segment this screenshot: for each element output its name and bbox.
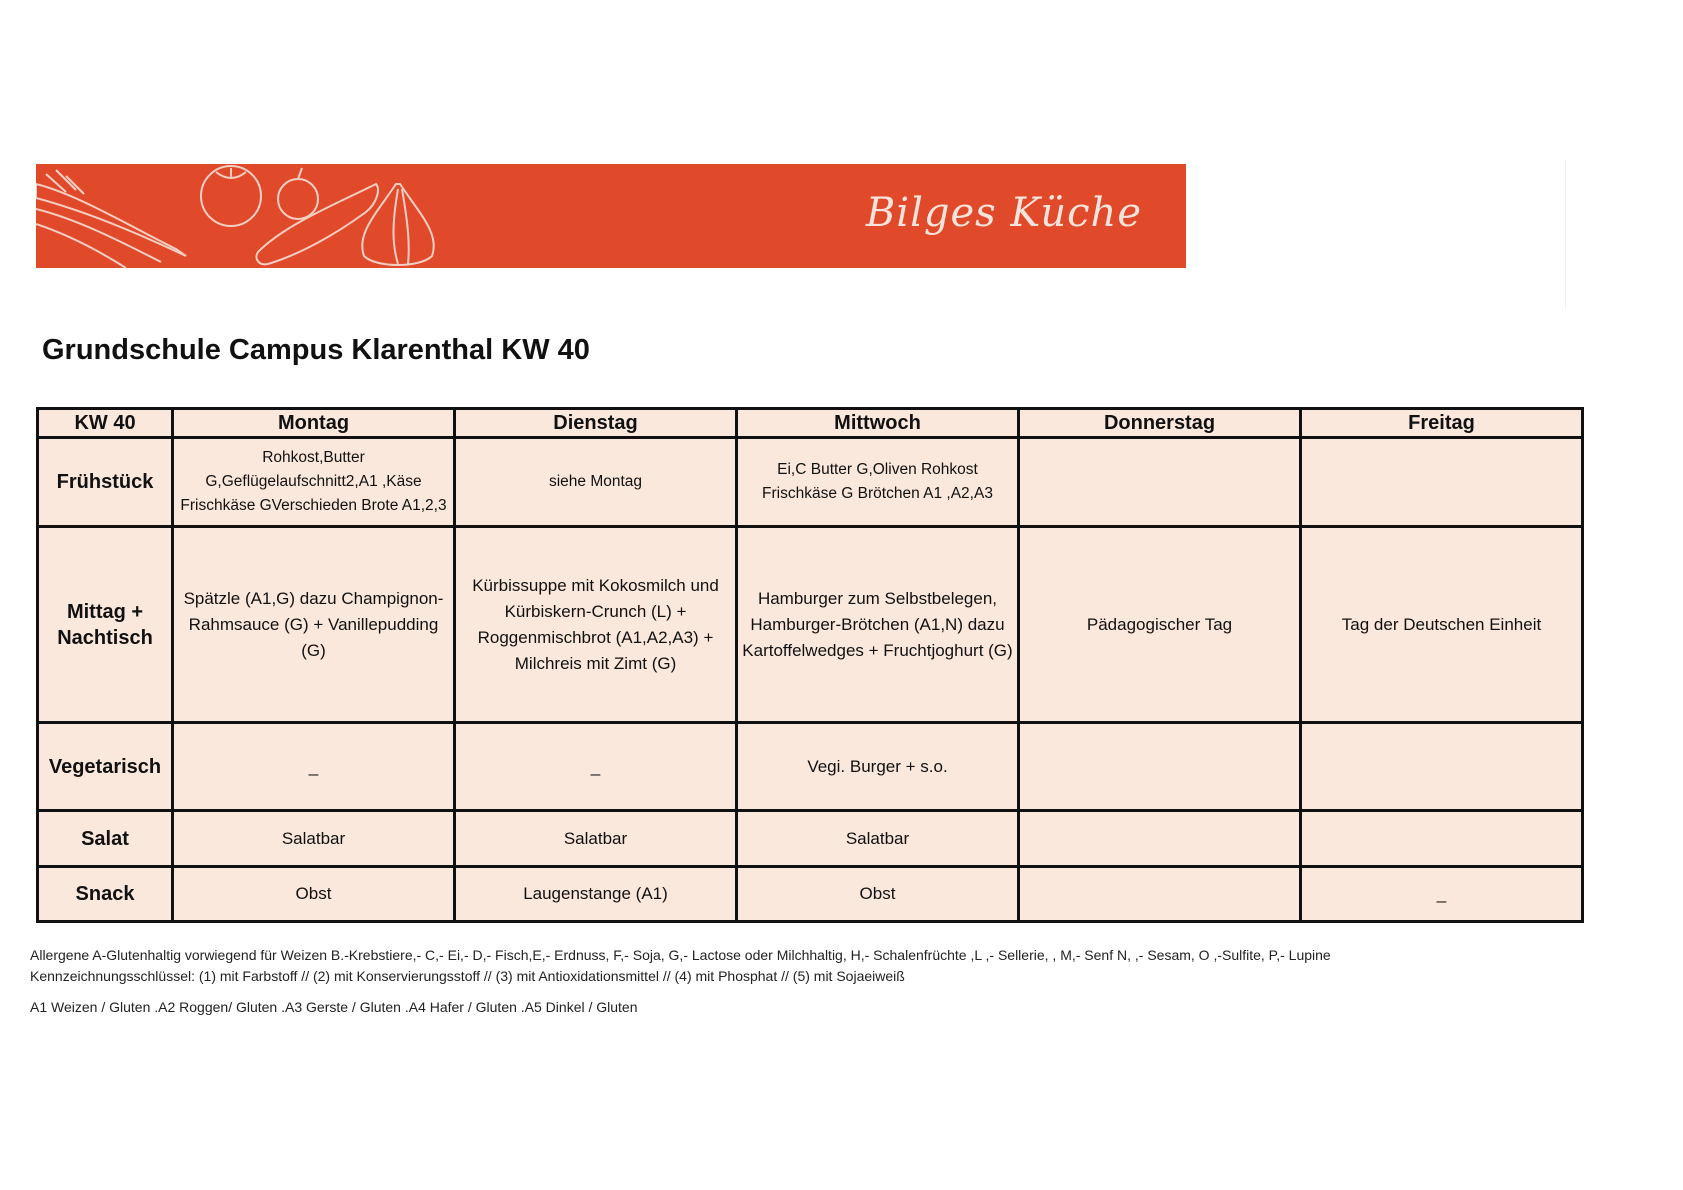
row-label-breakfast: Frühstück: [38, 438, 173, 527]
cell-lunch-tuesday: Kürbissuppe mit Kokosmilch und Kürbiskern-Crunch (L) + Roggenmischbrot (A1,A2,A3) + Milchreis mit Zimt (G): [455, 527, 737, 723]
divider: [1565, 160, 1566, 310]
cell-salad-thursday: [1019, 811, 1301, 867]
table-row-snack: [38, 867, 1583, 922]
cell-vegetarian-monday: _: [173, 723, 455, 811]
cell-lunch-friday: Tag der Deutschen Einheit: [1301, 527, 1583, 723]
cell-lunch-thursday: Pädagogischer Tag: [1019, 527, 1301, 723]
cell-breakfast-tuesday: siehe Montag: [455, 438, 737, 527]
brand-logo-text: Bilges Küche: [865, 190, 1142, 236]
day-header-thursday: Donnerstag: [1019, 409, 1301, 438]
cell-vegetarian-tuesday: _: [455, 723, 737, 811]
table-row-salad: [38, 811, 1583, 867]
day-header-wednesday: Mittwoch: [737, 409, 1019, 438]
gluten-legend: A1 Weizen / Gluten .A2 Roggen/ Gluten .A3 Gerste / Gluten .A4 Hafer / Gluten .A5 Dinkel / Gluten: [30, 999, 638, 1015]
cell-lunch-wednesday: Hamburger zum Selbstbelegen, Hamburger-Brötchen (A1,N) dazu Kartoffelwedges + Fruchtjoghurt (G): [737, 527, 1019, 723]
week-label: KW 40: [38, 409, 173, 438]
row-label-snack: Snack: [38, 867, 173, 922]
allergen-legend: Allergene A-Glutenhaltig vorwiegend für Weizen B.-Krebstiere,- C,- Ei,- D,- Fisch,E,- Erdnuss, F,- Soja, G,- Lactose oder Milchhaltig, H,- Schalenfrüchte ,L ,- Sellerie, , M,- Senf N, ,- Sesam, O ,-Sulfite, P,- Lupine: [30, 947, 1331, 963]
cell-snack-thursday: [1019, 867, 1301, 922]
day-header-friday: Freitag: [1301, 409, 1583, 438]
table-row-vegetarian: [38, 723, 1583, 811]
cell-salad-friday: [1301, 811, 1583, 867]
table-row-lunch: [38, 527, 1583, 723]
additive-key: Kennzeichnungsschlüssel: (1) mit Farbstoff // (2) mit Konservierungsstoff // (3) mit Antioxidationsmittel // (4) mit Phosphat // (5) mit Sojaeiweiß: [30, 968, 905, 984]
header-banner: [36, 164, 1186, 268]
cell-snack-wednesday: Obst: [737, 867, 1019, 922]
cell-breakfast-monday: Rohkost,Butter G,Geflügelaufschnitt2,A1 ,Käse Frischkäse GVerschieden Brote A1,2,3: [173, 438, 455, 527]
cell-breakfast-thursday: [1019, 438, 1301, 527]
cell-lunch-monday: Spätzle (A1,G) dazu Champignon-Rahmsauce (G) + Vanillepudding (G): [173, 527, 455, 723]
weekly-menu-table: [36, 407, 1584, 923]
cell-vegetarian-thursday: [1019, 723, 1301, 811]
row-label-salad: Salat: [38, 811, 173, 867]
cell-breakfast-friday: [1301, 438, 1583, 527]
cell-snack-monday: Obst: [173, 867, 455, 922]
cell-snack-tuesday: Laugenstange (A1): [455, 867, 737, 922]
row-label-vegetarian: Vegetarisch: [38, 723, 173, 811]
cell-salad-monday: Salatbar: [173, 811, 455, 867]
table-header-row: [38, 409, 1583, 438]
day-header-monday: Montag: [173, 409, 455, 438]
cell-vegetarian-wednesday: Vegi. Burger + s.o.: [737, 723, 1019, 811]
cell-snack-friday: _: [1301, 867, 1583, 922]
cell-salad-wednesday: Salatbar: [737, 811, 1019, 867]
day-header-tuesday: Dienstag: [455, 409, 737, 438]
cell-salad-tuesday: Salatbar: [455, 811, 737, 867]
cell-breakfast-wednesday: Ei,C Butter G,Oliven Rohkost Frischkäse G Brötchen A1 ,A2,A3: [737, 438, 1019, 527]
vegetables-illustration: [36, 164, 456, 268]
table-row-breakfast: [38, 438, 1583, 527]
page-title: Grundschule Campus Klarenthal KW 40: [42, 334, 590, 366]
cell-vegetarian-friday: [1301, 723, 1583, 811]
row-label-lunch: Mittag + Nachtisch: [38, 527, 173, 723]
